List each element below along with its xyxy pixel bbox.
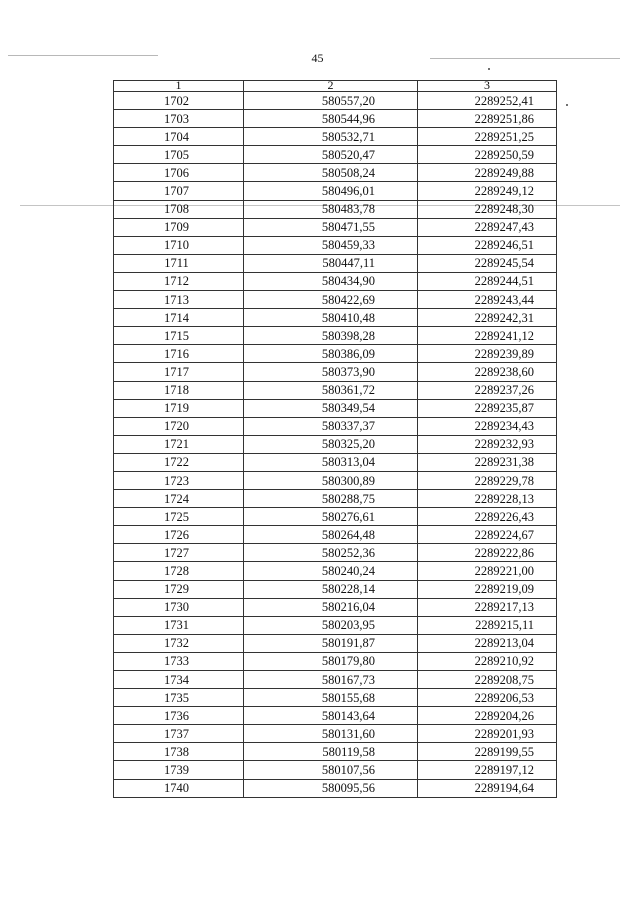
point-number-cell: 1722 (114, 453, 244, 471)
x-coordinate-cell: 580398,28 (244, 327, 418, 345)
y-coordinate-cell: 2289235,87 (418, 399, 557, 417)
y-coordinate-cell: 2289197,12 (418, 761, 557, 779)
point-number-cell: 1736 (114, 707, 244, 725)
scan-speck (566, 104, 568, 106)
x-coordinate-cell: 580434,90 (244, 272, 418, 290)
y-coordinate-cell: 2289201,93 (418, 725, 557, 743)
y-coordinate-cell: 2289249,12 (418, 182, 557, 200)
x-coordinate-cell: 580143,64 (244, 707, 418, 725)
point-number-cell: 1725 (114, 508, 244, 526)
y-coordinate-cell: 2289229,78 (418, 471, 557, 489)
column-header-1: 1 (114, 81, 244, 92)
point-number-cell: 1724 (114, 490, 244, 508)
y-coordinate-cell: 2289222,86 (418, 544, 557, 562)
y-coordinate-cell: 2289231,38 (418, 453, 557, 471)
table-row (114, 652, 557, 670)
y-coordinate-cell: 2289224,67 (418, 526, 557, 544)
point-number-cell: 1731 (114, 616, 244, 634)
x-coordinate-cell: 580240,24 (244, 562, 418, 580)
x-coordinate-cell: 580276,61 (244, 508, 418, 526)
x-coordinate-cell: 580349,54 (244, 399, 418, 417)
y-coordinate-cell: 2289234,43 (418, 417, 557, 435)
y-coordinate-cell: 2289199,55 (418, 743, 557, 761)
table-row (114, 490, 557, 508)
x-coordinate-cell: 580313,04 (244, 453, 418, 471)
table-row (114, 689, 557, 707)
x-coordinate-cell: 580508,24 (244, 164, 418, 182)
x-coordinate-cell: 580447,11 (244, 254, 418, 272)
x-coordinate-cell: 580179,80 (244, 652, 418, 670)
point-number-cell: 1728 (114, 562, 244, 580)
x-coordinate-cell: 580203,95 (244, 616, 418, 634)
x-coordinate-cell: 580288,75 (244, 490, 418, 508)
x-coordinate-cell: 580095,56 (244, 779, 418, 797)
table-row (114, 236, 557, 254)
y-coordinate-cell: 2289249,88 (418, 164, 557, 182)
point-number-cell: 1711 (114, 254, 244, 272)
y-coordinate-cell: 2289210,92 (418, 652, 557, 670)
x-coordinate-cell: 580544,96 (244, 110, 418, 128)
point-number-cell: 1706 (114, 164, 244, 182)
point-number-cell: 1723 (114, 471, 244, 489)
table-row (114, 272, 557, 290)
coordinates-table (113, 80, 557, 798)
table-row (114, 508, 557, 526)
point-number-cell: 1721 (114, 435, 244, 453)
table-header (114, 81, 557, 92)
point-number-cell: 1712 (114, 272, 244, 290)
y-coordinate-cell: 2289248,30 (418, 200, 557, 218)
table-row (114, 182, 557, 200)
x-coordinate-cell: 580264,48 (244, 526, 418, 544)
y-coordinate-cell: 2289245,54 (418, 254, 557, 272)
x-coordinate-cell: 580459,33 (244, 236, 418, 254)
column-header-2: 2 (244, 81, 418, 92)
table-row (114, 110, 557, 128)
table-row (114, 399, 557, 417)
x-coordinate-cell: 580131,60 (244, 725, 418, 743)
table-row (114, 779, 557, 797)
point-number-cell: 1709 (114, 218, 244, 236)
point-number-cell: 1719 (114, 399, 244, 417)
table-row (114, 580, 557, 598)
scan-speck (488, 68, 490, 70)
x-coordinate-cell: 580496,01 (244, 182, 418, 200)
table-row (114, 327, 557, 345)
point-number-cell: 1730 (114, 598, 244, 616)
y-coordinate-cell: 2289251,25 (418, 128, 557, 146)
x-coordinate-cell: 580483,78 (244, 200, 418, 218)
point-number-cell: 1714 (114, 309, 244, 327)
table-row (114, 254, 557, 272)
y-coordinate-cell: 2289194,64 (418, 779, 557, 797)
point-number-cell: 1702 (114, 92, 244, 110)
table-row (114, 526, 557, 544)
y-coordinate-cell: 2289226,43 (418, 508, 557, 526)
y-coordinate-cell: 2289244,51 (418, 272, 557, 290)
column-header-3: 3 (418, 81, 557, 92)
point-number-cell: 1718 (114, 381, 244, 399)
x-coordinate-cell: 580300,89 (244, 471, 418, 489)
table-row (114, 761, 557, 779)
table-header-row (114, 81, 557, 92)
table-row (114, 164, 557, 182)
table-row (114, 743, 557, 761)
y-coordinate-cell: 2289232,93 (418, 435, 557, 453)
x-coordinate-cell: 580361,72 (244, 381, 418, 399)
point-number-cell: 1740 (114, 779, 244, 797)
point-number-cell: 1739 (114, 761, 244, 779)
x-coordinate-cell: 580228,14 (244, 580, 418, 598)
table-row (114, 435, 557, 453)
x-coordinate-cell: 580410,48 (244, 309, 418, 327)
point-number-cell: 1716 (114, 345, 244, 363)
table-row (114, 598, 557, 616)
y-coordinate-cell: 2289237,26 (418, 381, 557, 399)
table-row (114, 92, 557, 110)
point-number-cell: 1717 (114, 363, 244, 381)
table-row (114, 291, 557, 309)
x-coordinate-cell: 580155,68 (244, 689, 418, 707)
point-number-cell: 1732 (114, 634, 244, 652)
table-row (114, 616, 557, 634)
table-row (114, 309, 557, 327)
y-coordinate-cell: 2289250,59 (418, 146, 557, 164)
y-coordinate-cell: 2289251,86 (418, 110, 557, 128)
table-row (114, 417, 557, 435)
point-number-cell: 1735 (114, 689, 244, 707)
y-coordinate-cell: 2289238,60 (418, 363, 557, 381)
point-number-cell: 1705 (114, 146, 244, 164)
point-number-cell: 1707 (114, 182, 244, 200)
table-row (114, 707, 557, 725)
table-row (114, 218, 557, 236)
y-coordinate-cell: 2289239,89 (418, 345, 557, 363)
table-row (114, 128, 557, 146)
point-number-cell: 1734 (114, 671, 244, 689)
x-coordinate-cell: 580557,20 (244, 92, 418, 110)
table-row (114, 471, 557, 489)
x-coordinate-cell: 580216,04 (244, 598, 418, 616)
point-number-cell: 1713 (114, 291, 244, 309)
x-coordinate-cell: 580167,73 (244, 671, 418, 689)
table-row (114, 453, 557, 471)
point-number-cell: 1720 (114, 417, 244, 435)
point-number-cell: 1708 (114, 200, 244, 218)
y-coordinate-cell: 2289219,09 (418, 580, 557, 598)
x-coordinate-cell: 580107,56 (244, 761, 418, 779)
y-coordinate-cell: 2289204,26 (418, 707, 557, 725)
y-coordinate-cell: 2289243,44 (418, 291, 557, 309)
page-number: 45 (311, 51, 324, 65)
y-coordinate-cell: 2289228,13 (418, 490, 557, 508)
table-body (114, 92, 557, 798)
point-number-cell: 1726 (114, 526, 244, 544)
point-number-cell: 1737 (114, 725, 244, 743)
x-coordinate-cell: 580119,58 (244, 743, 418, 761)
y-coordinate-cell: 2289208,75 (418, 671, 557, 689)
x-coordinate-cell: 580532,71 (244, 128, 418, 146)
point-number-cell: 1733 (114, 652, 244, 670)
y-coordinate-cell: 2289213,04 (418, 634, 557, 652)
table-row (114, 200, 557, 218)
table-row (114, 544, 557, 562)
table-row (114, 381, 557, 399)
point-number-cell: 1715 (114, 327, 244, 345)
x-coordinate-cell: 580422,69 (244, 291, 418, 309)
y-coordinate-cell: 2289242,31 (418, 309, 557, 327)
table-row (114, 345, 557, 363)
table-row (114, 363, 557, 381)
table-row (114, 562, 557, 580)
x-coordinate-cell: 580386,09 (244, 345, 418, 363)
point-number-cell: 1727 (114, 544, 244, 562)
x-coordinate-cell: 580520,47 (244, 146, 418, 164)
table-row (114, 146, 557, 164)
x-coordinate-cell: 580373,90 (244, 363, 418, 381)
y-coordinate-cell: 2289247,43 (418, 218, 557, 236)
table-row (114, 634, 557, 652)
point-number-cell: 1710 (114, 236, 244, 254)
table-row (114, 725, 557, 743)
y-coordinate-cell: 2289215,11 (418, 616, 557, 634)
x-coordinate-cell: 580337,37 (244, 417, 418, 435)
y-coordinate-cell: 2289252,41 (418, 92, 557, 110)
y-coordinate-cell: 2289241,12 (418, 327, 557, 345)
x-coordinate-cell: 580191,87 (244, 634, 418, 652)
y-coordinate-cell: 2289246,51 (418, 236, 557, 254)
y-coordinate-cell: 2289221,00 (418, 562, 557, 580)
table-row (114, 671, 557, 689)
point-number-cell: 1704 (114, 128, 244, 146)
x-coordinate-cell: 580252,36 (244, 544, 418, 562)
y-coordinate-cell: 2289217,13 (418, 598, 557, 616)
point-number-cell: 1729 (114, 580, 244, 598)
point-number-cell: 1703 (114, 110, 244, 128)
point-number-cell: 1738 (114, 743, 244, 761)
y-coordinate-cell: 2289206,53 (418, 689, 557, 707)
x-coordinate-cell: 580325,20 (244, 435, 418, 453)
x-coordinate-cell: 580471,55 (244, 218, 418, 236)
